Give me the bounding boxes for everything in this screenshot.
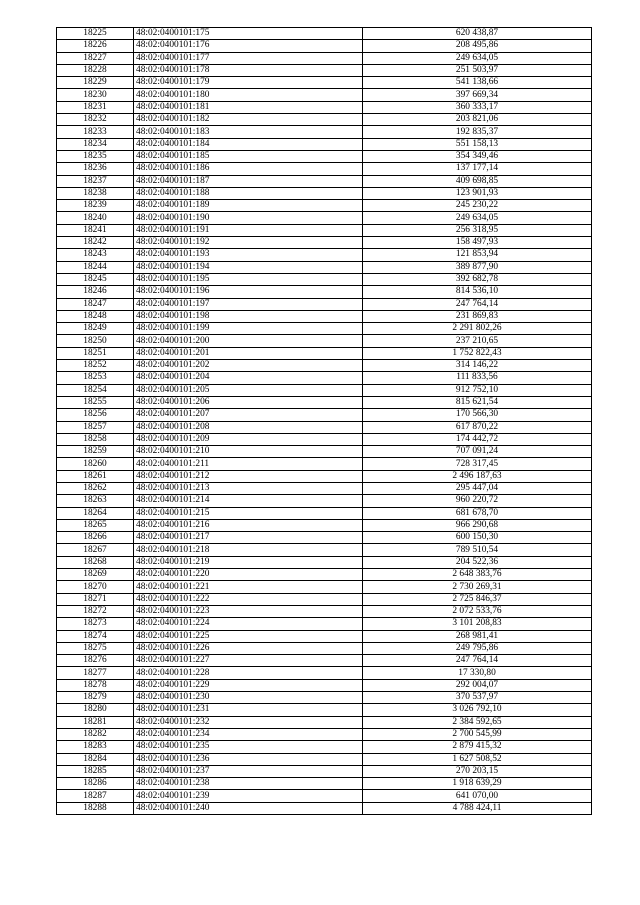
- row-number-cell: 18234: [57, 138, 134, 150]
- row-number-cell: 18273: [57, 618, 134, 630]
- cadastral-value-cell: 2 730 269,31: [363, 581, 592, 593]
- cadastral-value-cell: 912 752,10: [363, 384, 592, 396]
- cadastral-value-cell: 617 870,22: [363, 421, 592, 433]
- row-number-cell: 18255: [57, 396, 134, 408]
- row-number-cell: 18225: [57, 28, 134, 40]
- table-row: [57, 101, 592, 113]
- cadastral-value-cell: 174 442,72: [363, 433, 592, 445]
- row-number-cell: 18256: [57, 409, 134, 421]
- cadastral-value-cell: 2 648 383,76: [363, 569, 592, 581]
- cadastral-number-cell: 48:02:0400101:239: [134, 790, 363, 802]
- cadastral-value-cell: 2 072 533,76: [363, 605, 592, 617]
- table-row: [57, 298, 592, 310]
- cadastral-number-cell: 48:02:0400101:226: [134, 642, 363, 654]
- table-row: [57, 249, 592, 261]
- cadastral-value-cell: 292 004,07: [363, 679, 592, 691]
- table-row: [57, 150, 592, 162]
- row-number-cell: 18266: [57, 532, 134, 544]
- row-number-cell: 18227: [57, 52, 134, 64]
- table-row: [57, 741, 592, 753]
- cadastral-number-cell: 48:02:0400101:179: [134, 77, 363, 89]
- row-number-cell: 18232: [57, 114, 134, 126]
- row-number-cell: 18249: [57, 323, 134, 335]
- cadastral-number-cell: 48:02:0400101:175: [134, 28, 363, 40]
- table-row: [57, 532, 592, 544]
- cadastral-number-cell: 48:02:0400101:208: [134, 421, 363, 433]
- table-row: [57, 630, 592, 642]
- cadastral-value-cell: 249 634,05: [363, 52, 592, 64]
- cadastral-number-cell: 48:02:0400101:189: [134, 200, 363, 212]
- cadastral-value-cell: 1 918 639,29: [363, 778, 592, 790]
- cadastral-value-cell: 551 158,13: [363, 138, 592, 150]
- table-row: [57, 495, 592, 507]
- cadastral-value-cell: 354 349,46: [363, 150, 592, 162]
- cadastral-number-cell: 48:02:0400101:180: [134, 89, 363, 101]
- row-number-cell: 18288: [57, 802, 134, 814]
- table-row: [57, 347, 592, 359]
- row-number-cell: 18248: [57, 310, 134, 322]
- row-number-cell: 18231: [57, 101, 134, 113]
- cadastral-number-cell: 48:02:0400101:222: [134, 593, 363, 605]
- cadastral-number-cell: 48:02:0400101:193: [134, 249, 363, 261]
- cadastral-value-cell: 1 627 508,52: [363, 753, 592, 765]
- table-row: [57, 40, 592, 52]
- row-number-cell: 18228: [57, 64, 134, 76]
- cadastral-value-cell: 541 138,66: [363, 77, 592, 89]
- cadastral-value-cell: 409 698,85: [363, 175, 592, 187]
- cadastral-number-cell: 48:02:0400101:229: [134, 679, 363, 691]
- row-number-cell: 18283: [57, 741, 134, 753]
- cadastral-value-cell: 389 877,90: [363, 261, 592, 273]
- row-number-cell: 18279: [57, 692, 134, 704]
- table-row: [57, 372, 592, 384]
- cadastral-number-cell: 48:02:0400101:181: [134, 101, 363, 113]
- row-number-cell: 18239: [57, 200, 134, 212]
- row-number-cell: 18271: [57, 593, 134, 605]
- table-row: [57, 28, 592, 40]
- cadastral-number-cell: 48:02:0400101:237: [134, 765, 363, 777]
- cadastral-value-cell: 370 537,97: [363, 692, 592, 704]
- table-row: [57, 458, 592, 470]
- row-number-cell: 18281: [57, 716, 134, 728]
- row-number-cell: 18252: [57, 360, 134, 372]
- cadastral-value-cell: 960 220,72: [363, 495, 592, 507]
- table-row: [57, 605, 592, 617]
- cadastral-number-cell: 48:02:0400101:218: [134, 544, 363, 556]
- row-number-cell: 18259: [57, 446, 134, 458]
- table-row: [57, 138, 592, 150]
- cadastral-value-cell: 620 438,87: [363, 28, 592, 40]
- row-number-cell: 18257: [57, 421, 134, 433]
- row-number-cell: 18226: [57, 40, 134, 52]
- row-number-cell: 18263: [57, 495, 134, 507]
- cadastral-value-cell: 789 510,54: [363, 544, 592, 556]
- cadastral-number-cell: 48:02:0400101:232: [134, 716, 363, 728]
- row-number-cell: 18247: [57, 298, 134, 310]
- cadastral-number-cell: 48:02:0400101:206: [134, 396, 363, 408]
- cadastral-value-cell: 123 901,93: [363, 187, 592, 199]
- row-number-cell: 18229: [57, 77, 134, 89]
- cadastral-number-cell: 48:02:0400101:240: [134, 802, 363, 814]
- cadastral-value-cell: 2 700 545,99: [363, 728, 592, 740]
- cadastral-value-cell: 247 764,14: [363, 655, 592, 667]
- row-number-cell: 18245: [57, 273, 134, 285]
- table-row: [57, 212, 592, 224]
- table-row: [57, 618, 592, 630]
- cadastral-number-cell: 48:02:0400101:211: [134, 458, 363, 470]
- cadastral-value-cell: 392 682,78: [363, 273, 592, 285]
- cadastral-number-cell: 48:02:0400101:183: [134, 126, 363, 138]
- cadastral-value-cell: 728 317,45: [363, 458, 592, 470]
- cadastral-value-cell: 2 725 846,37: [363, 593, 592, 605]
- cadastral-number-cell: 48:02:0400101:221: [134, 581, 363, 593]
- cadastral-value-cell: 247 764,14: [363, 298, 592, 310]
- cadastral-number-cell: 48:02:0400101:204: [134, 372, 363, 384]
- cadastral-value-cell: 137 177,14: [363, 163, 592, 175]
- row-number-cell: 18282: [57, 728, 134, 740]
- cadastral-value-cell: 1 752 822,43: [363, 347, 592, 359]
- cadastral-number-cell: 48:02:0400101:230: [134, 692, 363, 704]
- table-row: [57, 360, 592, 372]
- row-number-cell: 18260: [57, 458, 134, 470]
- cadastral-value-cell: 2 384 592,65: [363, 716, 592, 728]
- cadastral-value-cell: 681 678,70: [363, 507, 592, 519]
- row-number-cell: 18278: [57, 679, 134, 691]
- cadastral-value-cell: 270 203,15: [363, 765, 592, 777]
- cadastral-number-cell: 48:02:0400101:184: [134, 138, 363, 150]
- cadastral-value-cell: 3 101 208,83: [363, 618, 592, 630]
- row-number-cell: 18240: [57, 212, 134, 224]
- cadastral-number-cell: 48:02:0400101:216: [134, 519, 363, 531]
- cadastral-value-cell: 600 150,30: [363, 532, 592, 544]
- cadastral-number-cell: 48:02:0400101:225: [134, 630, 363, 642]
- table-row: [57, 482, 592, 494]
- cadastral-value-cell: 3 026 792,10: [363, 704, 592, 716]
- cadastral-number-cell: 48:02:0400101:177: [134, 52, 363, 64]
- row-number-cell: 18272: [57, 605, 134, 617]
- cadastral-number-cell: 48:02:0400101:212: [134, 470, 363, 482]
- cadastral-value-cell: 966 290,68: [363, 519, 592, 531]
- cadastral-number-cell: 48:02:0400101:190: [134, 212, 363, 224]
- row-number-cell: 18276: [57, 655, 134, 667]
- cadastral-number-cell: 48:02:0400101:191: [134, 224, 363, 236]
- cadastral-number-cell: 48:02:0400101:192: [134, 237, 363, 249]
- cadastral-number-cell: 48:02:0400101:235: [134, 741, 363, 753]
- table-row: [57, 396, 592, 408]
- cadastral-number-cell: 48:02:0400101:197: [134, 298, 363, 310]
- cadastral-number-cell: 48:02:0400101:182: [134, 114, 363, 126]
- row-number-cell: 18280: [57, 704, 134, 716]
- cadastral-value-cell: 204 522,36: [363, 556, 592, 568]
- row-number-cell: 18274: [57, 630, 134, 642]
- cadastral-value-cell: 231 869,83: [363, 310, 592, 322]
- cadastral-value-cell: 203 821,06: [363, 114, 592, 126]
- cadastral-value-cell: 360 333,17: [363, 101, 592, 113]
- cadastral-value-cell: 111 833,56: [363, 372, 592, 384]
- cadastral-number-cell: 48:02:0400101:213: [134, 482, 363, 494]
- table-row: [57, 519, 592, 531]
- cadastral-number-cell: 48:02:0400101:210: [134, 446, 363, 458]
- cadastral-value-cell: 707 091,24: [363, 446, 592, 458]
- table-row: [57, 507, 592, 519]
- cadastral-value-cell: 2 496 187,63: [363, 470, 592, 482]
- table-row: [57, 273, 592, 285]
- cadastral-number-cell: 48:02:0400101:205: [134, 384, 363, 396]
- cadastral-number-cell: 48:02:0400101:186: [134, 163, 363, 175]
- row-number-cell: 18246: [57, 286, 134, 298]
- row-number-cell: 18253: [57, 372, 134, 384]
- table-row: [57, 126, 592, 138]
- table-row: [57, 446, 592, 458]
- table-row: [57, 224, 592, 236]
- cadastral-number-cell: 48:02:0400101:199: [134, 323, 363, 335]
- row-number-cell: 18261: [57, 470, 134, 482]
- row-number-cell: 18230: [57, 89, 134, 101]
- cadastral-value-cell: 17 330,80: [363, 667, 592, 679]
- cadastral-value-cell: 170 566,30: [363, 409, 592, 421]
- cadastral-number-cell: 48:02:0400101:231: [134, 704, 363, 716]
- cadastral-number-cell: 48:02:0400101:207: [134, 409, 363, 421]
- row-number-cell: 18265: [57, 519, 134, 531]
- row-number-cell: 18284: [57, 753, 134, 765]
- row-number-cell: 18236: [57, 163, 134, 175]
- table-row: [57, 655, 592, 667]
- cadastral-number-cell: 48:02:0400101:224: [134, 618, 363, 630]
- table-row: [57, 716, 592, 728]
- row-number-cell: 18268: [57, 556, 134, 568]
- table-row: [57, 667, 592, 679]
- row-number-cell: 18243: [57, 249, 134, 261]
- cadastral-value-cell: 208 495,86: [363, 40, 592, 52]
- table-row: [57, 765, 592, 777]
- table-row: [57, 802, 592, 814]
- cadastral-number-cell: 48:02:0400101:198: [134, 310, 363, 322]
- cadastral-number-cell: 48:02:0400101:195: [134, 273, 363, 285]
- table-row: [57, 384, 592, 396]
- table-row: [57, 163, 592, 175]
- cadastral-number-cell: 48:02:0400101:202: [134, 360, 363, 372]
- table-row: [57, 778, 592, 790]
- table-row: [57, 64, 592, 76]
- table-row: [57, 704, 592, 716]
- cadastral-value-cell: 268 981,41: [363, 630, 592, 642]
- table-row: [57, 77, 592, 89]
- cadastral-value-cell: 815 621,54: [363, 396, 592, 408]
- cadastral-value-cell: 256 318,95: [363, 224, 592, 236]
- cadastral-number-cell: 48:02:0400101:238: [134, 778, 363, 790]
- cadastral-number-cell: 48:02:0400101:214: [134, 495, 363, 507]
- row-number-cell: 18233: [57, 126, 134, 138]
- cadastral-number-cell: 48:02:0400101:187: [134, 175, 363, 187]
- table-row: [57, 544, 592, 556]
- row-number-cell: 18242: [57, 237, 134, 249]
- cadastral-value-cell: 4 788 424,11: [363, 802, 592, 814]
- table-row: [57, 286, 592, 298]
- row-number-cell: 18238: [57, 187, 134, 199]
- table-row: [57, 790, 592, 802]
- table-row: [57, 89, 592, 101]
- cadastral-value-cell: 158 497,93: [363, 237, 592, 249]
- row-number-cell: 18275: [57, 642, 134, 654]
- table-row: [57, 323, 592, 335]
- table-row: [57, 692, 592, 704]
- table-row: [57, 261, 592, 273]
- table-row: [57, 753, 592, 765]
- cadastral-number-cell: 48:02:0400101:234: [134, 728, 363, 740]
- cadastral-value-cell: 397 669,34: [363, 89, 592, 101]
- table-row: [57, 569, 592, 581]
- cadastral-number-cell: 48:02:0400101:215: [134, 507, 363, 519]
- cadastral-number-cell: 48:02:0400101:227: [134, 655, 363, 667]
- cadastral-value-cell: 295 447,04: [363, 482, 592, 494]
- cadastral-number-cell: 48:02:0400101:185: [134, 150, 363, 162]
- table-row: [57, 728, 592, 740]
- table-body: [57, 28, 592, 815]
- cadastral-number-cell: 48:02:0400101:178: [134, 64, 363, 76]
- table-row: [57, 200, 592, 212]
- row-number-cell: 18237: [57, 175, 134, 187]
- cadastral-value-cell: 641 070,00: [363, 790, 592, 802]
- row-number-cell: 18269: [57, 569, 134, 581]
- table-row: [57, 421, 592, 433]
- cadastral-number-cell: 48:02:0400101:217: [134, 532, 363, 544]
- cadastral-number-cell: 48:02:0400101:209: [134, 433, 363, 445]
- cadastral-number-cell: 48:02:0400101:176: [134, 40, 363, 52]
- row-number-cell: 18235: [57, 150, 134, 162]
- row-number-cell: 18264: [57, 507, 134, 519]
- row-number-cell: 18241: [57, 224, 134, 236]
- table-row: [57, 433, 592, 445]
- table-row: [57, 581, 592, 593]
- cadastral-number-cell: 48:02:0400101:201: [134, 347, 363, 359]
- cadastral-value-cell: 249 634,05: [363, 212, 592, 224]
- cadastral-number-cell: 48:02:0400101:228: [134, 667, 363, 679]
- table-row: [57, 310, 592, 322]
- table-row: [57, 187, 592, 199]
- table-row: [57, 335, 592, 347]
- cadastral-value-cell: 314 146,22: [363, 360, 592, 372]
- row-number-cell: 18277: [57, 667, 134, 679]
- cadastral-value-cell: 192 835,37: [363, 126, 592, 138]
- row-number-cell: 18258: [57, 433, 134, 445]
- row-number-cell: 18267: [57, 544, 134, 556]
- table-row: [57, 114, 592, 126]
- cadastral-value-cell: 251 503,97: [363, 64, 592, 76]
- cadastral-number-cell: 48:02:0400101:219: [134, 556, 363, 568]
- row-number-cell: 18251: [57, 347, 134, 359]
- table-row: [57, 556, 592, 568]
- cadastral-value-cell: 814 536,10: [363, 286, 592, 298]
- cadastral-value-cell: 245 230,22: [363, 200, 592, 212]
- cadastral-number-cell: 48:02:0400101:194: [134, 261, 363, 273]
- table-row: [57, 593, 592, 605]
- cadastre-value-table: [56, 27, 592, 815]
- table-row: [57, 237, 592, 249]
- table-row: [57, 679, 592, 691]
- cadastral-value-cell: 2 291 802,26: [363, 323, 592, 335]
- row-number-cell: 18270: [57, 581, 134, 593]
- cadastral-number-cell: 48:02:0400101:200: [134, 335, 363, 347]
- cadastral-value-cell: 121 853,94: [363, 249, 592, 261]
- cadastral-number-cell: 48:02:0400101:236: [134, 753, 363, 765]
- cadastral-value-cell: 249 795,86: [363, 642, 592, 654]
- cadastral-number-cell: 48:02:0400101:188: [134, 187, 363, 199]
- row-number-cell: 18287: [57, 790, 134, 802]
- row-number-cell: 18250: [57, 335, 134, 347]
- cadastral-number-cell: 48:02:0400101:220: [134, 569, 363, 581]
- table-row: [57, 642, 592, 654]
- cadastral-value-cell: 2 879 415,32: [363, 741, 592, 753]
- cadastral-value-cell: 237 210,65: [363, 335, 592, 347]
- row-number-cell: 18244: [57, 261, 134, 273]
- row-number-cell: 18285: [57, 765, 134, 777]
- table-row: [57, 52, 592, 64]
- cadastral-number-cell: 48:02:0400101:196: [134, 286, 363, 298]
- table-row: [57, 409, 592, 421]
- row-number-cell: 18286: [57, 778, 134, 790]
- row-number-cell: 18254: [57, 384, 134, 396]
- cadastral-number-cell: 48:02:0400101:223: [134, 605, 363, 617]
- table-row: [57, 470, 592, 482]
- row-number-cell: 18262: [57, 482, 134, 494]
- table-row: [57, 175, 592, 187]
